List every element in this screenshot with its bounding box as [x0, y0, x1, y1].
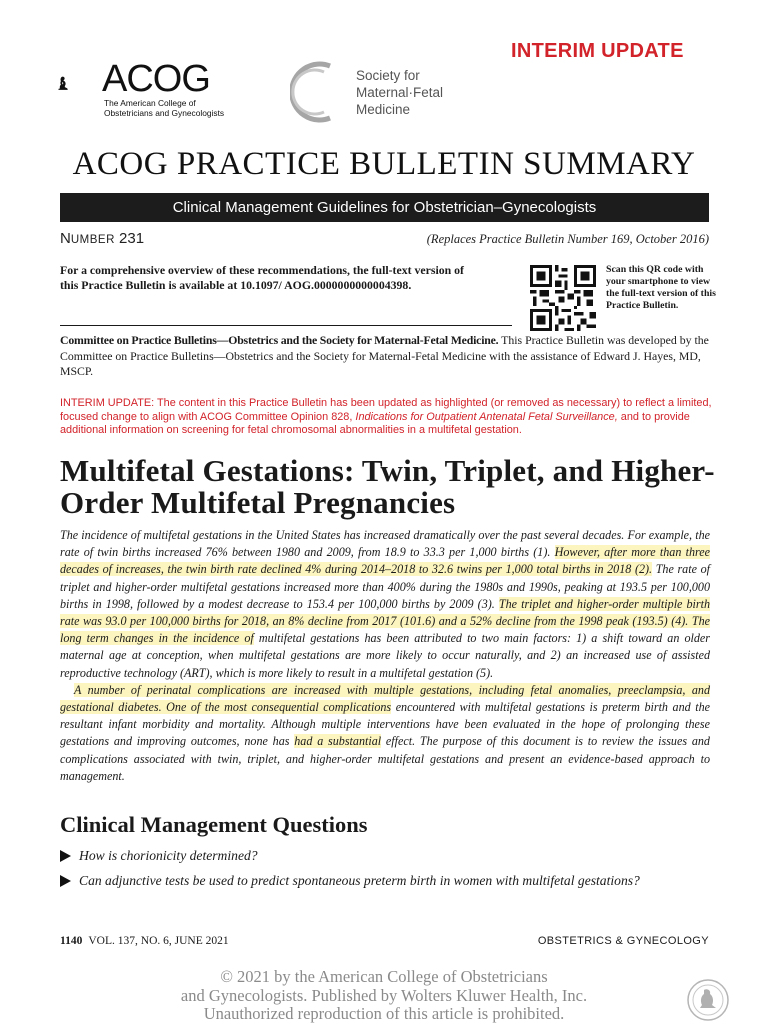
- interim-update-note: INTERIM UPDATE: The content in this Practice Bulletin has been updated as highlighted (or removed as necessary) to reflect a limited, focused change to align with ACOG Committee Opinion 828, Indications for Outpatient Antenatal Fetal Surveillance, and to provide additional information on screening for fetal chromosomal abnormalities in a multifetal gestation.: [60, 397, 712, 436]
- highlighted-text: A number of perinatal complications are increased with multiple gestations, including fetal anomalies, preeclampsia, and gestational diabetes. One of the most consequential complications: [60, 682, 710, 715]
- smfm-circle-logo-icon: [290, 60, 358, 124]
- acog-seal-icon: [686, 978, 730, 1022]
- intro-paragraph-2: A number of perinatal complications are increased with multiple gestations, including fetal anomalies, preeclampsia, and gestational diabetes. One of the most consequential complications encountered with multifetal gestations is preterm birth and the resultant infant morbidity and mortality. Although multiple interventions have been evaluated in the hope of prolonging these gestations and improving outcomes, none has had a substantial effect. The purpose of this document is to review the issues and complications associated with twin, triplet, and higher-order multifetal gestations and present an evidence-based approach to management.: [60, 682, 710, 783]
- smfm-logo-text: Society for Maternal·Fetal Medicine: [356, 68, 444, 117]
- replaces-note: (Replaces Practice Bulletin Number 169, October 2016): [426, 232, 709, 246]
- journal-name: OBSTETRICS & GYNECOLOGY: [537, 935, 709, 947]
- section-heading: Clinical Management Questions: [60, 812, 368, 837]
- qr-code-icon[interactable]: [528, 265, 598, 331]
- interim-update-label: INTERIM UPDATE: [511, 40, 684, 62]
- qr-instructions: Scan this QR code with your smartphone to view the full-text version of this Practice Bulletin.: [606, 264, 716, 311]
- triangle-bullet-icon: [60, 875, 71, 887]
- triangle-bullet-icon: [60, 850, 71, 862]
- question-item[interactable]: Can adjunctive tests be used to predict spontaneous preterm birth in women with multifetal gestations?: [60, 873, 640, 889]
- divider: [60, 325, 512, 326]
- article-title: Multifetal Gestations: Twin, Triplet, and Higher-Order Multifetal Pregnancies: [60, 453, 715, 520]
- highlighted-text: had a substantial: [294, 734, 382, 749]
- guidelines-banner: Clinical Management Guidelines for Obstetrician–Gynecologists: [60, 193, 709, 222]
- page-footer-left: 1140 VOL. 137, NO. 6, JUNE 2021: [60, 935, 229, 947]
- copyright-notice: © 2021 by the American College of Obstetricians and Gynecologists. Published by Wolters Kluwer Health, Inc. Unauthorized reproduction of this article is prohibited.: [180, 967, 588, 1023]
- article-body: [60, 527, 710, 785]
- acog-logo-subtitle: The American College of Obstetricians and Gynecologists: [104, 98, 225, 118]
- acog-figure-icon: [58, 56, 102, 112]
- intro-paragraph-1: The incidence of multifetal gestations in the United States has increased dramatically over the past several decades. For example, the rate of twin births increased 76% between 1980 and 2009, from 18.9 to 33.3 per 1,000 births (1). However, after more than three decades of increases, the twin birth rate declined 4% during 2014–2018 to 32.6 twins per 1,000 total births in 2018 (2). The rate of triplet and higher-order multifetal gestations increased more than 400% during the 1980s and 1990s, peaking at 193.5 per 100,000 births in 1998, followed by a modest decrease to 153.4 per 100,000 births by 2009 (3). The triplet and higher-order multiple birth rate was 93.0 per 100,000 births for 2018, an 8% decline from 2017 (101.6) and a 52% decline from the 1998 peak (193.5) (4). The long term changes in the incidence of multifetal gestations has been attributed to two main factors: 1) a shift toward an older maternal age at conception, when multifetal gestations are more likely to occur naturally, and 2) an increased use of assisted reproductive technology (ART), which is more likely to result in a multifetal gestation (5).: [60, 528, 711, 680]
- question-item[interactable]: How is chorionicity determined?: [60, 848, 258, 864]
- page-title: ACOG PRACTICE BULLETIN SUMMARY: [72, 146, 696, 182]
- full-text-overview: For a comprehensive overview of these recommendations, the full-text version of this Practice Bulletin is available at 10.1097/ AOG.0000000000004398.: [60, 263, 464, 292]
- highlighted-text: However, after more than three decades of increases, the twin birth rate declined 4% during 2014–2018 to 32.6 twins per 1,000 total births in 2018 (2).: [60, 545, 710, 577]
- acog-logo-text: ACOG: [102, 58, 210, 100]
- bulletin-number: NUMBER 231: [60, 230, 145, 247]
- committee-statement: Committee on Practice Bulletins—Obstetrics and the Society for Maternal-Fetal Medicine. This Practice Bulletin was developed by the Committee on Practice Bulletins—Obstetrics and the Society for Maternal-Fetal Medicine with the assistance of Edward J. Hayes, MD, MSCP.: [60, 333, 709, 378]
- highlighted-text: The triplet and higher-order multiple birth rate was 93.0 per 100,000 births for 2018, an 8% decline from 2017 (101.6) and a 52% decline from the 1998 peak (193.5) (4). The long term changes in the incidence of: [60, 596, 711, 646]
